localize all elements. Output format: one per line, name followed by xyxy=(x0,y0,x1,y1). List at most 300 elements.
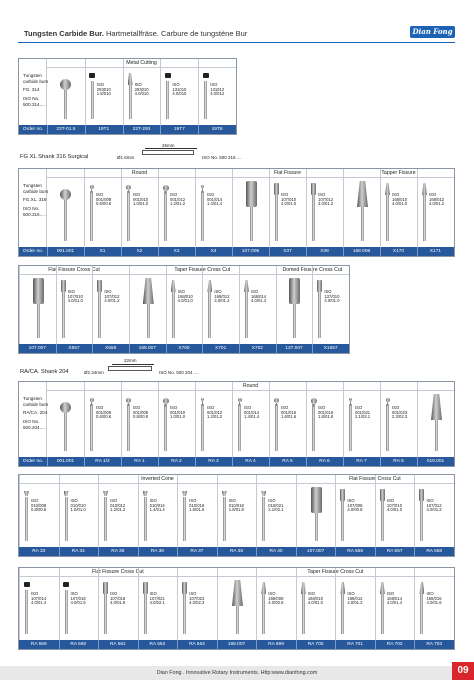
catalog-column xyxy=(232,169,269,247)
iso-spec-line: 107/014 xyxy=(31,595,47,601)
iso-spec-line: ISO xyxy=(244,405,252,410)
iso-spec-line: ISO xyxy=(207,192,215,197)
iso-spec-line: 2.1/02.1 xyxy=(268,507,284,513)
group-label: Flat Fissure Cross Cut xyxy=(19,568,217,577)
order-code: RA 2 xyxy=(171,459,182,464)
bur-head xyxy=(64,491,69,496)
label-tungsten: Tungsten xyxy=(23,73,42,78)
group-label: Metal Cutting xyxy=(47,59,236,68)
iso-spec-line: 131010 xyxy=(172,86,187,92)
iso-spec-line: ISO xyxy=(133,405,141,410)
bur-shank xyxy=(166,81,169,119)
iso-spec xyxy=(387,499,402,513)
bur-head xyxy=(201,398,204,401)
iso-spec-line: 1.8/01.8 xyxy=(318,414,334,420)
catalog-column xyxy=(202,266,239,344)
group-label: Flat Fissure Cross Cut xyxy=(296,475,454,484)
iso-spec-line: ISO xyxy=(189,498,197,503)
iso-spec-line: ISO xyxy=(268,591,276,596)
title-bold: Tungsten Carbide Bur. xyxy=(24,29,104,38)
bur-head xyxy=(207,280,212,292)
iso-spec-line: 010/016 xyxy=(189,502,205,508)
catalog-column xyxy=(232,382,269,457)
bur-head xyxy=(261,491,266,496)
bur-head xyxy=(386,398,390,402)
iso-spec-line: ISO xyxy=(133,192,141,197)
bur-head xyxy=(380,582,385,594)
bur-shank xyxy=(208,288,211,338)
iso-spec xyxy=(110,499,125,513)
catalog-column xyxy=(158,169,195,247)
bur-head xyxy=(246,181,257,207)
order-code: RA 6 xyxy=(319,459,330,464)
iso-spec xyxy=(150,499,165,513)
label-tungsten: Tungsten xyxy=(23,183,42,188)
bur-neck xyxy=(202,401,204,406)
catalog-column xyxy=(414,475,454,547)
bur-shank xyxy=(144,497,147,541)
panel-fg-xl-surgical xyxy=(18,168,455,257)
bur-head xyxy=(380,489,385,501)
bur-head xyxy=(103,582,108,594)
iso-spec-line: 2.1/02.1 xyxy=(355,414,371,420)
bur-shank xyxy=(25,590,28,634)
bur-head xyxy=(203,73,209,78)
fg-xl-iso: ISO No. 500 316 .... xyxy=(202,155,242,160)
order-code: RA 34 xyxy=(71,549,85,554)
iso-spec xyxy=(392,193,407,207)
catalog-column xyxy=(335,568,375,640)
code-divider xyxy=(47,457,48,466)
catalog-column xyxy=(375,568,415,640)
iso-spec-line: 4.0/00.8 xyxy=(268,600,284,606)
iso-spec-line: ISO xyxy=(96,405,104,410)
bur-head xyxy=(311,183,316,195)
code-divider xyxy=(138,640,139,649)
iso-spec xyxy=(387,592,402,606)
code-divider xyxy=(158,457,159,466)
ra-length: 22mm xyxy=(124,358,137,363)
bur-head xyxy=(163,398,169,404)
label-iso: ISO No. xyxy=(23,96,40,101)
iso-spec-line: 4.0/01.0 xyxy=(392,201,408,207)
iso-spec-line: 4.0/01.4 xyxy=(386,600,403,606)
code-divider xyxy=(343,457,344,466)
bur-head xyxy=(97,280,102,292)
code-divider xyxy=(177,640,178,649)
bur-shank xyxy=(127,191,130,241)
fg-xl-diameter: Ø1.6mm xyxy=(117,155,135,160)
bur-head xyxy=(274,398,279,403)
code-divider xyxy=(296,547,297,556)
bur-head xyxy=(431,394,442,420)
catalog-column xyxy=(121,382,158,457)
code-divider xyxy=(375,640,376,649)
catalog-column xyxy=(276,266,313,344)
catalog-column xyxy=(380,169,417,247)
iso-spec xyxy=(281,193,296,207)
label-shank: RA/CA. 204 xyxy=(23,410,48,415)
bur-shank xyxy=(62,288,65,338)
order-code: 001.001 xyxy=(56,459,75,464)
brand-logo: Dian Fong xyxy=(410,26,455,38)
bur-shank xyxy=(104,590,107,634)
code-divider xyxy=(123,125,124,134)
iso-spec-line: 001/014 xyxy=(244,409,260,415)
bur-shank xyxy=(275,404,278,451)
iso-spec-line: ISO xyxy=(31,498,39,503)
iso-spec xyxy=(135,83,149,97)
page-header xyxy=(18,26,455,40)
code-divider xyxy=(312,344,313,353)
group-label: Domed Fissure Cross Cut xyxy=(276,266,349,275)
iso-spec-line: ISO xyxy=(386,591,395,596)
iso-spec-line: 4.0/01.6 xyxy=(70,600,86,606)
order-code: RA 37 xyxy=(190,549,204,554)
bur-neck xyxy=(239,402,241,406)
order-code: X702 xyxy=(251,346,263,351)
label-iso: ISO No. xyxy=(23,419,40,424)
ra-iso: ISO No. 500 204 .... xyxy=(159,370,199,375)
order-code: RA 703 xyxy=(426,642,443,647)
bur-head xyxy=(182,582,187,594)
bur-head xyxy=(143,278,154,304)
code-divider xyxy=(269,247,270,256)
order-code: RA 563 xyxy=(189,642,205,647)
bur-shank xyxy=(164,404,167,451)
iso-spec-line: ISO xyxy=(31,591,39,596)
title-rest: Hartmetallfräse. Carbure de tungstène Bur xyxy=(103,29,248,38)
catalog-column xyxy=(98,475,138,547)
order-code: X171 xyxy=(429,249,442,254)
order-code: X700 xyxy=(178,346,190,351)
iso-spec xyxy=(150,592,165,606)
order-code: X1 xyxy=(99,249,106,254)
iso-spec-line: 001/023 xyxy=(392,409,408,415)
group-label: Inverted Cone xyxy=(19,475,296,484)
catalog-column xyxy=(160,59,198,125)
code-divider xyxy=(56,344,57,353)
iso-spec xyxy=(268,499,283,513)
iso-spec xyxy=(347,592,362,606)
order-code: RA 556 xyxy=(347,549,363,554)
label-iso-number: 500.204..... xyxy=(23,424,46,430)
order-code: X701 xyxy=(215,346,227,351)
order-code: X170 xyxy=(392,249,405,254)
ra-shank-drawing xyxy=(108,366,152,371)
iso-spec-line: 0.6/00.6 xyxy=(96,414,112,420)
order-code: RA 561 xyxy=(109,642,126,647)
iso-spec xyxy=(324,290,339,304)
iso-spec-line: ISO xyxy=(355,405,363,410)
iso-spec-line: ISO xyxy=(392,192,400,197)
iso-spec-line: ISO xyxy=(392,405,400,410)
iso-spec-line: ISO xyxy=(318,405,326,410)
order-code: RA 701 xyxy=(347,642,363,647)
catalog-column xyxy=(417,169,454,247)
iso-spec-line: 010/010 xyxy=(70,502,86,508)
iso-spec-line: 107/012 xyxy=(318,196,334,202)
order-code: RA 1 xyxy=(134,459,145,464)
iso-spec xyxy=(318,193,333,207)
group-label: Round xyxy=(47,169,232,178)
iso-spec xyxy=(104,290,119,304)
code-divider xyxy=(84,457,85,466)
iso-spec xyxy=(31,592,46,606)
code-divider xyxy=(59,547,60,556)
bur-shank xyxy=(172,288,175,338)
iso-spec xyxy=(96,406,111,420)
bur-shank xyxy=(238,404,241,451)
catalog-column xyxy=(296,568,336,640)
iso-spec-line: 107/010 xyxy=(281,196,297,202)
bur-shank xyxy=(104,497,107,541)
iso-spec-line: ISO xyxy=(149,591,157,596)
iso-spec-line: 4.0/01.8 xyxy=(110,600,126,606)
iso-spec-line: 4.0/02.3 xyxy=(189,600,205,606)
order-code: RA 36 xyxy=(150,549,164,554)
bur-head xyxy=(163,185,169,191)
iso-spec-line: 168/012 xyxy=(347,595,363,601)
bur-shank xyxy=(98,288,101,338)
iso-spec-line: 4.0/02.1 xyxy=(149,600,165,606)
bur-head xyxy=(63,582,69,587)
bur-shank xyxy=(302,590,305,634)
iso-spec-line: 001/016 xyxy=(281,409,297,415)
iso-spec-line: 4.0/01.4 xyxy=(31,600,47,606)
order-code: RA 562 xyxy=(149,642,166,647)
catalog-column xyxy=(256,568,296,640)
iso-spec xyxy=(214,290,229,304)
iso-spec xyxy=(207,406,222,420)
iso-spec xyxy=(189,592,204,606)
iso-spec-line: 1.4/01.4 xyxy=(149,507,165,513)
catalog-column xyxy=(306,382,343,457)
label-iso-number: 500.316..... xyxy=(23,211,46,217)
bur-head xyxy=(419,582,424,594)
iso-spec-line: ISO xyxy=(67,289,75,294)
iso-spec-line: 1.6/01.6 xyxy=(189,507,205,513)
catalog-column xyxy=(217,475,257,547)
code-divider xyxy=(296,640,297,649)
order-code-bar xyxy=(19,640,454,649)
iso-spec-line: 107/021 xyxy=(149,595,165,601)
fg-xl-dim-line xyxy=(145,148,197,149)
panel-ra-inverted-cone xyxy=(18,474,455,557)
iso-spec-line: 1.2/01.2 xyxy=(110,507,126,513)
bur-shank xyxy=(65,590,68,634)
code-divider xyxy=(414,640,415,649)
iso-spec-line: 168/016 xyxy=(426,595,442,601)
iso-spec xyxy=(268,592,283,606)
iso-spec xyxy=(170,193,185,207)
code-divider xyxy=(129,344,130,353)
order-code-bar xyxy=(19,247,454,256)
iso-spec-line: 293010 xyxy=(96,86,111,92)
code-divider xyxy=(47,125,48,134)
footer-text: Dian Fong . Innovative Rotary Instruments. Http:www.dianfong.com xyxy=(156,670,318,676)
iso-spec-line: ISO xyxy=(426,591,434,596)
catalog-column xyxy=(166,266,203,344)
order-code: 168.007 xyxy=(227,642,246,647)
code-divider xyxy=(256,640,257,649)
iso-spec-line: 1.6/01.6 xyxy=(281,414,297,420)
iso-spec-line: ISO xyxy=(426,498,434,503)
iso-spec-line: ISO xyxy=(251,289,259,294)
iso-spec-line: 168/010 xyxy=(392,196,408,202)
iso-spec-line: 168/014 xyxy=(251,293,267,299)
bur-shank xyxy=(90,191,93,241)
iso-spec-line: ISO xyxy=(324,289,332,294)
iso-spec xyxy=(429,193,444,207)
code-divider xyxy=(269,457,270,466)
iso-spec-line: ISO xyxy=(110,498,118,503)
bur-head xyxy=(349,398,352,401)
iso-spec-line: 001/008 xyxy=(133,409,149,415)
bur-head xyxy=(171,280,176,292)
bur-shank xyxy=(164,191,167,241)
order-code: 107.006 xyxy=(241,249,260,254)
iso-spec xyxy=(347,499,362,513)
iso-spec-line: ISO xyxy=(210,82,218,87)
group-label: Round xyxy=(47,382,454,391)
iso-spec-line: ISO xyxy=(170,405,178,410)
bur-shank xyxy=(349,404,352,451)
bur-head xyxy=(60,189,71,200)
bur-shank xyxy=(312,404,315,451)
group-label: Flat Fissure xyxy=(232,169,343,178)
iso-spec xyxy=(97,83,111,97)
iso-spec-line: 168/012 xyxy=(429,196,445,202)
iso-spec-line: ISO xyxy=(386,498,395,503)
iso-spec-line: 168/010 xyxy=(177,293,193,299)
bur-head xyxy=(289,278,300,304)
catalog-column xyxy=(84,169,121,247)
catalog-column xyxy=(123,59,161,125)
iso-spec xyxy=(426,592,441,606)
code-divider xyxy=(380,247,381,256)
order-code: 22T-293 xyxy=(132,127,151,132)
code-divider xyxy=(232,457,233,466)
bur-head xyxy=(311,487,322,513)
iso-spec-line: 010/021 xyxy=(268,502,284,508)
iso-spec-line: 4.0/01.2 xyxy=(429,201,445,207)
iso-spec-line: 1.2/01.2 xyxy=(207,414,223,420)
iso-spec-line: 4.0/01.0 xyxy=(177,298,193,304)
iso-spec xyxy=(133,406,148,420)
order-code: 107.007 xyxy=(306,549,325,554)
bur-shank xyxy=(183,590,186,634)
iso-spec xyxy=(189,499,204,513)
order-code: RA 702 xyxy=(386,642,403,647)
iso-spec-line: 1.4/01.4 xyxy=(207,201,223,207)
catalog-column xyxy=(198,59,236,125)
bur-head xyxy=(143,491,148,496)
bur-shank xyxy=(262,497,265,541)
bur-shank xyxy=(381,590,384,634)
iso-spec-line: 4.0/01.0 xyxy=(281,201,297,207)
bur-shank xyxy=(420,497,423,541)
catalog-column xyxy=(343,382,380,457)
iso-spec-line: ISO xyxy=(347,591,355,596)
bur-head xyxy=(311,398,317,404)
iso-spec-line: ISO xyxy=(189,591,197,596)
iso-spec-line: 131012 xyxy=(210,86,225,92)
iso-spec-line: 0.8/00.8 xyxy=(31,507,47,513)
bur-shank xyxy=(262,590,265,634)
bur-head xyxy=(340,489,345,501)
order-code-bar xyxy=(19,547,454,556)
iso-spec-line: 107/010 xyxy=(386,502,403,508)
order-code: 19T1 xyxy=(98,127,110,132)
iso-spec-line: 0.8/00.8 xyxy=(133,414,149,420)
order-code: X1557 xyxy=(323,346,338,351)
bur-head xyxy=(128,73,133,85)
bur-head xyxy=(24,582,30,587)
order-code: 001.001 xyxy=(56,249,75,254)
bur-head xyxy=(357,181,368,207)
bur-shank xyxy=(90,404,93,451)
header-divider xyxy=(18,42,455,43)
iso-spec-line: 1.0/01.0 xyxy=(70,507,86,513)
iso-spec-line: 168/012 xyxy=(214,293,230,299)
iso-spec xyxy=(68,290,83,304)
order-code: 107.007 xyxy=(28,346,46,351)
code-divider xyxy=(160,125,161,134)
iso-spec-line: ISO xyxy=(70,591,78,596)
iso-spec-line: 137/010 xyxy=(324,293,340,299)
iso-spec xyxy=(392,406,407,420)
fg-xl-length: 25mm xyxy=(162,143,175,148)
code-divider xyxy=(92,344,93,353)
code-divider xyxy=(276,344,277,353)
bur-shank xyxy=(420,590,423,634)
iso-spec-line: 107/012 xyxy=(104,293,120,299)
code-divider xyxy=(98,547,99,556)
catalog-column xyxy=(59,475,99,547)
iso-spec xyxy=(71,592,86,606)
bur-shank xyxy=(201,404,204,451)
catalog-column xyxy=(417,382,454,457)
bur-shank xyxy=(381,497,384,541)
label-carbide-burs: carbide burs xyxy=(23,78,49,84)
catalog-column xyxy=(195,382,232,457)
order-no-label: Order no. xyxy=(22,127,44,132)
bur-shank xyxy=(386,404,389,451)
bur-shank xyxy=(341,497,344,541)
iso-spec-line: 001/021 xyxy=(355,409,371,415)
bur-neck xyxy=(128,403,130,406)
iso-spec xyxy=(207,193,222,207)
iso-spec-line: 4.0/01.0 xyxy=(67,298,83,304)
code-divider xyxy=(84,247,85,256)
catalog-column xyxy=(177,475,217,547)
iso-spec-line: 168/014 xyxy=(386,595,403,601)
bur-head xyxy=(232,580,243,606)
order-code: RA 38 xyxy=(229,549,244,554)
iso-spec-line: 107/012 xyxy=(426,502,442,508)
page-title xyxy=(24,29,247,38)
order-code: 19T8 xyxy=(211,127,223,132)
iso-spec xyxy=(355,406,370,420)
catalog-column xyxy=(312,266,349,344)
bur-head xyxy=(182,491,187,496)
iso-spec-line: 107/016 xyxy=(70,595,86,601)
code-divider xyxy=(121,247,122,256)
panel-metal-cutting xyxy=(18,58,237,135)
iso-spec-line: 4.0/01.0 xyxy=(386,507,403,513)
code-divider xyxy=(417,247,418,256)
